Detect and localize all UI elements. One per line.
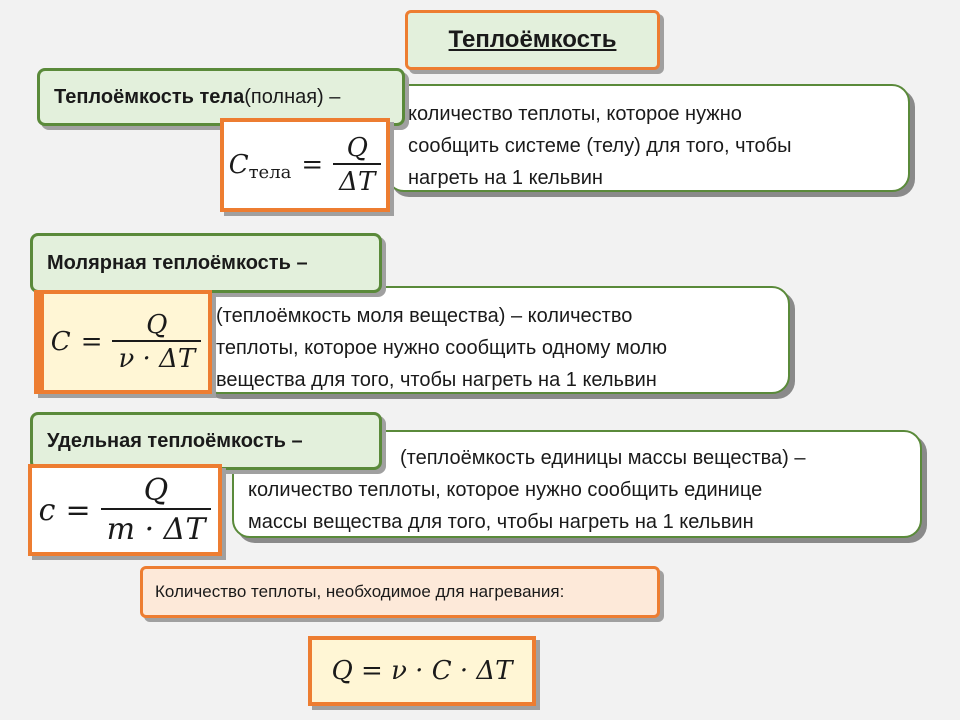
formula-denominator: ν · ΔT bbox=[112, 340, 201, 374]
formula-fraction bbox=[101, 473, 212, 547]
formula-denominator: ΔT bbox=[333, 163, 381, 197]
definition-line: (теплоёмкость моля вещества) – количество bbox=[216, 305, 633, 327]
definition-line: нагреть на 1 кельвин bbox=[408, 167, 603, 189]
formula-numerator: Q bbox=[146, 310, 168, 340]
definition-line: теплоты, которое нужно сообщить одному молю bbox=[216, 337, 667, 359]
label-rest-text: (полная) – bbox=[244, 85, 341, 108]
label-bold-text: Теплоёмкость тела bbox=[54, 85, 245, 108]
definition-line: сообщить системе (телу) для того, чтобы bbox=[408, 135, 792, 157]
formula-specific-heat-capacity bbox=[28, 464, 222, 556]
label-molar-heat-capacity bbox=[30, 233, 382, 293]
definition-line: массы вещества для того, чтобы нагреть на 1 кельвин bbox=[248, 511, 754, 533]
formula-subscript: тела bbox=[248, 161, 292, 183]
definition-box-body bbox=[386, 84, 910, 192]
label-text: Удельная теплоёмкость – bbox=[47, 429, 303, 452]
summary-text: Количество теплоты, необходимое для нагревания: bbox=[155, 582, 565, 601]
definition-line: количество теплоты, которое нужно bbox=[408, 103, 742, 125]
formula-body-heat-capacity bbox=[220, 118, 390, 212]
label-text: Молярная теплоёмкость – bbox=[47, 251, 308, 274]
formula-fraction bbox=[112, 310, 201, 374]
page-title bbox=[405, 10, 660, 70]
formula-text: Q = ν · C · ΔT bbox=[331, 656, 513, 686]
formula-equals: = bbox=[80, 327, 103, 357]
summary-box bbox=[140, 566, 660, 618]
formula-lhs: c bbox=[38, 492, 56, 528]
formula-molar-heat-capacity bbox=[34, 290, 212, 394]
page-title-text: Теплоёмкость bbox=[448, 26, 617, 53]
definition-box-molar bbox=[200, 286, 790, 394]
formula-lhs: C bbox=[228, 150, 249, 180]
definition-line: вещества для того, чтобы нагреть на 1 кельвин bbox=[216, 369, 657, 391]
formula-equals: = bbox=[65, 492, 91, 528]
formula-denominator: m · ΔT bbox=[101, 508, 212, 547]
formula-fraction bbox=[333, 133, 381, 197]
formula-numerator: Q bbox=[346, 133, 368, 163]
label-specific-heat-capacity bbox=[30, 412, 382, 470]
definition-line: (теплоёмкость единицы массы вещества) – bbox=[400, 447, 806, 469]
formula-numerator: Q bbox=[143, 473, 169, 508]
definition-line: количество теплоты, которое нужно сообщить единице bbox=[248, 479, 763, 501]
formula-equals: = bbox=[301, 150, 324, 180]
formula-lhs: C bbox=[50, 327, 71, 357]
formula-heat-quantity bbox=[308, 636, 536, 706]
